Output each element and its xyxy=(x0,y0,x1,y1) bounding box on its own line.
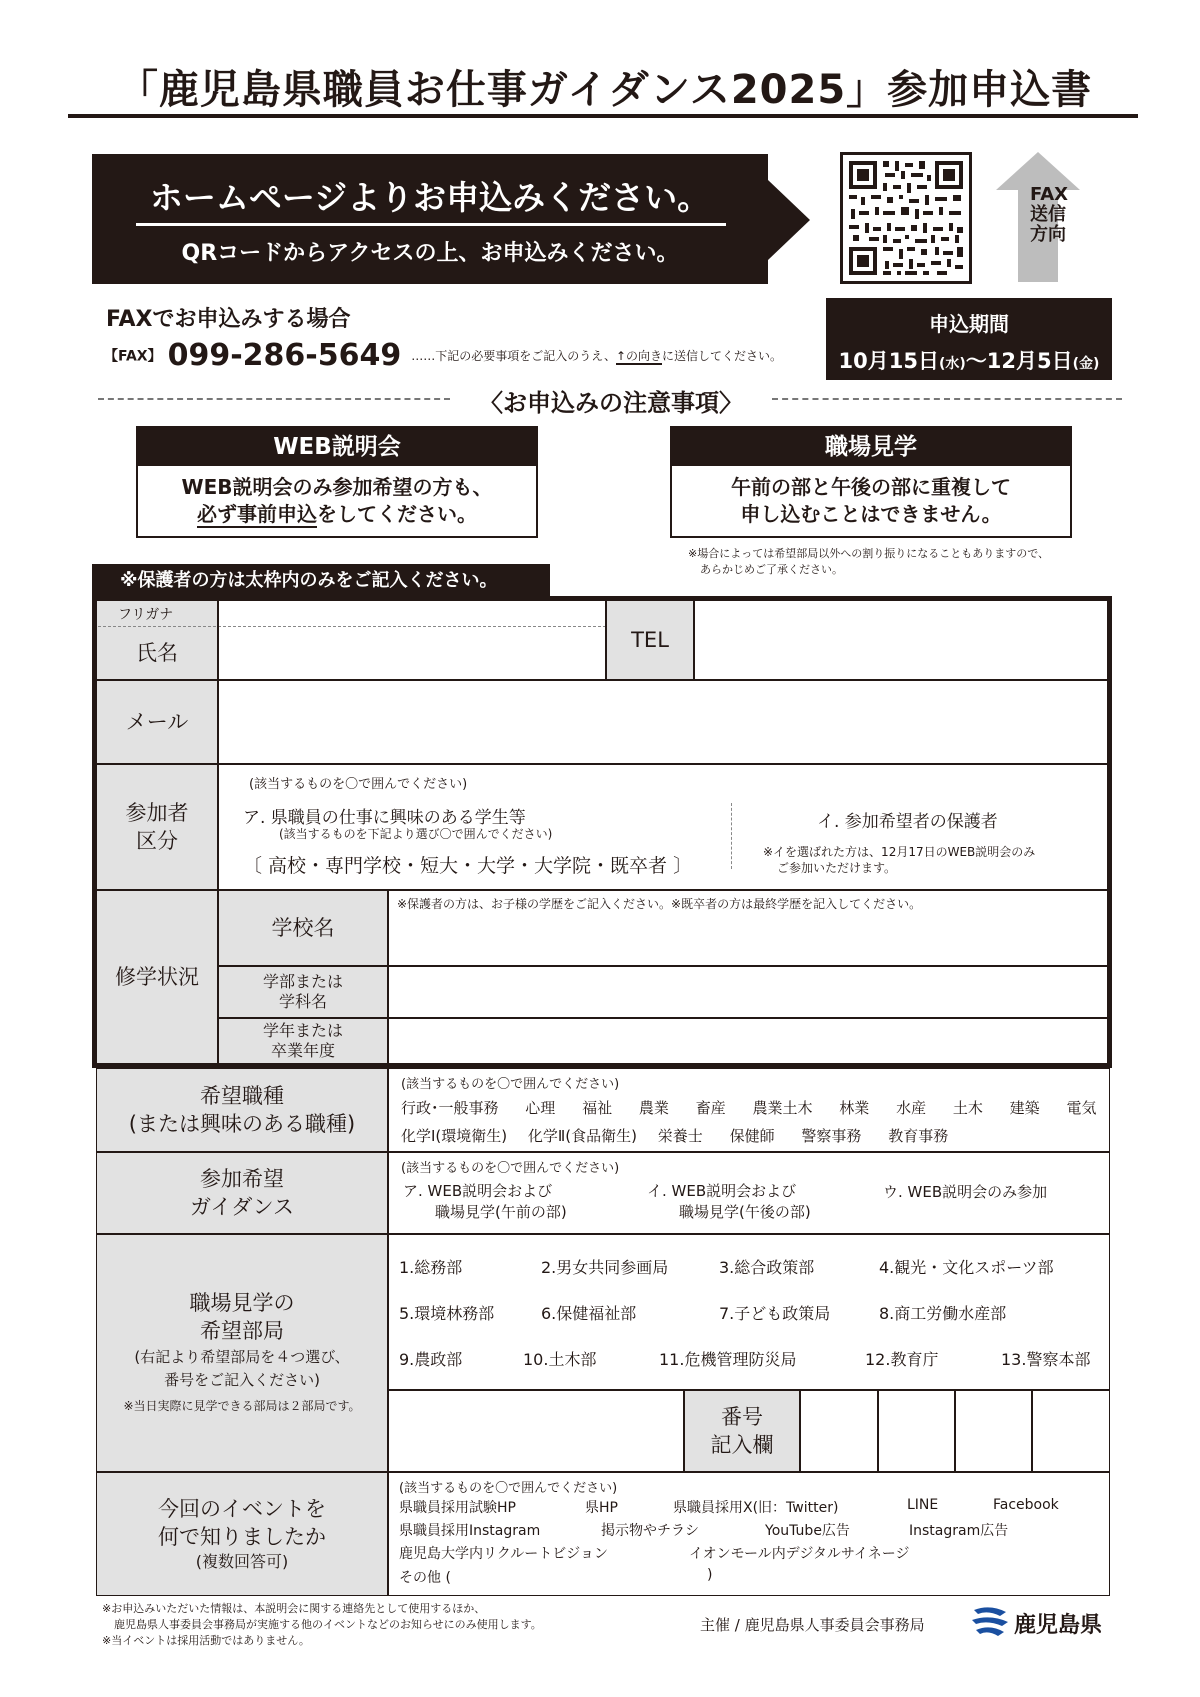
fax-number: 099-286-5649 xyxy=(167,338,402,373)
organizer: 主催 / 鹿児島県人事委員会事務局 xyxy=(700,1616,925,1634)
footer-note-1: ※お申込みいただいた情報は、本説明会に関する連絡先として使用するほか、 xyxy=(102,1602,486,1615)
dept-item[interactable]: 5.環境林務部 xyxy=(399,1304,495,1323)
faculty-label-1: 学部または xyxy=(262,972,343,991)
kagoshima-logo-icon xyxy=(970,1604,1010,1640)
school-label: 学校名 xyxy=(271,916,335,940)
guidance-label-1: 参加希望 xyxy=(200,1167,284,1191)
fax-note-suffix: に送信してください。 xyxy=(662,349,783,363)
source-option[interactable]: 県職員採用Instagram xyxy=(399,1523,541,1539)
fax-label: 【FAX】 xyxy=(104,348,162,365)
dept-label-4: 番号をご記入ください) xyxy=(164,1371,320,1389)
dept-item[interactable]: 8.商工労働水産部 xyxy=(879,1304,1007,1323)
faculty-label-cell xyxy=(218,966,388,1018)
job-row-1 xyxy=(401,1097,1096,1118)
period-end: 12月5日 xyxy=(986,349,1073,373)
job-label-1: 希望職種 xyxy=(200,1084,284,1108)
fax-note xyxy=(411,349,782,363)
dept-item[interactable]: 4.観光・文化スポーツ部 xyxy=(879,1258,1054,1277)
banner-rule xyxy=(136,223,726,226)
notice-visit-line2: 申し込むことはできません。 xyxy=(740,502,1002,526)
job-option[interactable]: 土木 xyxy=(952,1099,983,1117)
logo-text: 鹿児島県 xyxy=(1014,1613,1103,1638)
period-start-day: (水) xyxy=(939,356,966,372)
job-option[interactable]: 保健師 xyxy=(729,1127,775,1145)
job-label-2: (または興味のある職種) xyxy=(128,1112,356,1136)
job-option[interactable]: 化学Ⅱ(食品衛生) xyxy=(527,1127,638,1145)
fax-note-arrow: ↑の向き xyxy=(615,349,663,363)
source-option[interactable]: 県HP xyxy=(585,1500,618,1516)
study-label-cell xyxy=(96,890,218,1064)
source-option[interactable]: 鹿児島大学内リクルートビジョン xyxy=(399,1546,609,1562)
dept-item[interactable]: 11.危機管理防災局 xyxy=(659,1350,797,1369)
dept-item[interactable]: 10.土木部 xyxy=(523,1350,597,1369)
banner-main-text: ホームページよりお申込みください。 xyxy=(149,178,711,217)
notice-visit-box xyxy=(670,426,1072,538)
category-cell[interactable] xyxy=(218,764,1108,890)
visit-note-line1: ※場合によっては希望部局以外への割り振りになることもありますので、 xyxy=(688,547,1049,560)
source-label-2: 何で知りましたか xyxy=(158,1525,326,1549)
dept-item[interactable]: 1.総務部 xyxy=(399,1258,463,1277)
notice-web-heading: WEB説明会 xyxy=(138,428,536,466)
dept-note: ※当日実際に見学できる部局は２部局です。 xyxy=(123,1399,361,1413)
job-option[interactable]: 栄養士 xyxy=(657,1127,703,1145)
notice-title: 〈お申込みの注意事項〉 xyxy=(456,383,766,418)
guidance-label-2: ガイダンス xyxy=(190,1195,294,1219)
period-sep: ～ xyxy=(965,349,987,373)
dept-item[interactable]: 12.教育庁 xyxy=(865,1350,939,1369)
job-option[interactable]: 建築 xyxy=(1009,1099,1040,1117)
banner-sub-text: QRコードからアクセスの上、お申込みください。 xyxy=(181,241,679,266)
guidance-i-line2: 職場見学(午後の部) xyxy=(679,1203,811,1221)
dept-empty-cell xyxy=(388,1390,684,1472)
study-label: 修学状況 xyxy=(115,965,199,989)
tel-label-cell xyxy=(606,600,694,680)
dept-item[interactable]: 7.子ども政策局 xyxy=(719,1304,831,1323)
faculty-label-2: 学科名 xyxy=(278,992,327,1011)
source-option[interactable]: 県職員採用試験HP xyxy=(399,1500,516,1516)
dept-label-2: 希望部局 xyxy=(200,1319,284,1343)
page-title: 「鹿児島県職員お仕事ガイダンス2025」参加申込書 xyxy=(117,67,1093,113)
notice-divider-right xyxy=(772,398,1122,400)
mail-label: メール xyxy=(125,710,189,734)
source-option[interactable]: イオンモール内デジタルサイネージ xyxy=(689,1546,910,1562)
dept-item[interactable]: 6.保健福祉部 xyxy=(541,1304,637,1323)
guidance-cell xyxy=(388,1152,1110,1234)
job-option[interactable]: 化学Ⅰ(環境衛生) xyxy=(401,1127,508,1145)
dept-label-3: (右記より希望部局を４つ選び、 xyxy=(134,1348,350,1366)
school-label-cell xyxy=(218,890,388,966)
dept-label-cell xyxy=(96,1234,388,1472)
guidance-option-a[interactable] xyxy=(403,1181,567,1223)
notice-divider-left xyxy=(98,398,450,400)
source-option[interactable]: LINE xyxy=(907,1497,939,1513)
dept-item[interactable]: 9.農政部 xyxy=(399,1350,463,1369)
year-input[interactable] xyxy=(388,1018,1108,1064)
category-option-i-note1: ※イを選ばれた方は、12月17日のWEB説明会のみ xyxy=(763,845,1036,859)
dept-number-label-2: 記入欄 xyxy=(710,1433,774,1457)
guidance-label-cell xyxy=(96,1152,388,1234)
dept-item[interactable]: 2.男女共同参画局 xyxy=(541,1258,669,1277)
category-option-i[interactable]: イ. 参加希望者の保護者 xyxy=(817,812,998,832)
name-label: 氏名 xyxy=(136,641,178,665)
job-cell xyxy=(388,1068,1110,1152)
notice-web-rest: をしてください。 xyxy=(317,502,477,526)
period-dates xyxy=(826,345,1112,375)
category-option-a-sub: (該当するものを下記より選び〇で囲んでください) xyxy=(279,827,553,841)
notice-web-box xyxy=(136,426,538,538)
dept-number-box-2[interactable] xyxy=(878,1390,955,1472)
homepage-banner xyxy=(92,154,768,284)
dept-item[interactable]: 13.警察本部 xyxy=(1001,1350,1091,1369)
source-label-1: 今回のイベントを xyxy=(158,1497,326,1521)
faculty-input[interactable] xyxy=(388,966,1108,1018)
school-note: ※保護者の方は、お子様の学歴をご記入ください。※既卒者の方は最終学歴を記入してください。 xyxy=(397,897,922,911)
guidance-a-line2: 職場見学(午前の部) xyxy=(435,1203,567,1221)
source-option[interactable]: Instagram広告 xyxy=(909,1523,1009,1539)
tel-label: TEL xyxy=(631,628,669,652)
source-option[interactable]: 県職員採用X(旧：Twitter) xyxy=(673,1500,839,1516)
mail-input[interactable] xyxy=(218,680,1108,764)
year-label-cell xyxy=(218,1018,388,1064)
source-other-close: ) xyxy=(707,1567,713,1583)
source-option[interactable]: 掲示物やチラシ xyxy=(601,1523,699,1539)
guidance-i-line1: イ. WEB説明会および xyxy=(647,1182,797,1200)
period-heading: 申込期間 xyxy=(929,312,1009,336)
job-option[interactable]: 農業土木 xyxy=(752,1099,813,1117)
title-rule xyxy=(68,114,1138,118)
job-row-2 xyxy=(401,1125,948,1146)
source-label-3: (複数回答可) xyxy=(195,1552,289,1571)
school-input[interactable] xyxy=(388,890,1108,966)
notice-visit-heading: 職場見学 xyxy=(672,428,1070,466)
arrow-right-icon xyxy=(768,180,810,260)
category-option-i-note2: ご参加いただけます。 xyxy=(777,861,897,875)
fax-direction-text: FAX送信方向 xyxy=(1030,184,1069,245)
footer-note-3: ※当イベントは採用活動ではありません。 xyxy=(102,1634,310,1647)
year-label-1: 学年または xyxy=(262,1021,343,1040)
mail-label-cell xyxy=(96,680,218,764)
application-period xyxy=(826,298,1112,380)
name-input[interactable] xyxy=(218,600,606,680)
fax-heading: FAXでお申込みする場合 xyxy=(106,307,351,332)
notice-web-line2 xyxy=(138,501,536,528)
category-divider xyxy=(731,803,732,869)
period-start: 10月15日 xyxy=(838,349,939,373)
job-option[interactable]: 行政･一般事務 xyxy=(401,1099,499,1117)
job-label-cell xyxy=(96,1068,388,1152)
guidance-option-i[interactable] xyxy=(647,1181,811,1223)
notice-web-emphasis: 必ず事前申込 xyxy=(197,502,317,526)
fax-line xyxy=(104,338,782,373)
year-label-2: 卒業年度 xyxy=(270,1041,335,1060)
guidance-a-line1: ア. WEB説明会および xyxy=(403,1182,553,1200)
dept-number-box-1[interactable] xyxy=(800,1390,878,1472)
category-option-a[interactable]: ア. 県職員の仕事に興味のある学生等 xyxy=(243,808,526,828)
job-option[interactable]: 教育事務 xyxy=(888,1127,949,1145)
job-option[interactable]: 電気 xyxy=(1066,1099,1097,1117)
job-option[interactable]: 畜産 xyxy=(695,1099,726,1117)
category-label-2: 区分 xyxy=(136,829,178,853)
guidance-instruction: (該当するものを〇で囲んでください) xyxy=(401,1161,620,1176)
job-instruction: (該当するものを〇で囲んでください) xyxy=(401,1077,620,1092)
source-other[interactable]: その他 ( xyxy=(399,1570,451,1586)
job-option[interactable]: 林業 xyxy=(839,1099,870,1117)
source-label-cell xyxy=(96,1472,388,1596)
source-instruction: (該当するものを〇で囲んでください) xyxy=(399,1481,618,1496)
job-option[interactable]: 水産 xyxy=(896,1099,927,1117)
period-end-day: (金) xyxy=(1072,356,1100,372)
guardian-note: ※保護者の方は太枠内のみをご記入ください。 xyxy=(92,564,550,598)
tel-input[interactable] xyxy=(694,600,1108,680)
source-cell xyxy=(388,1472,1110,1596)
source-option[interactable]: Facebook xyxy=(993,1497,1059,1513)
job-option[interactable]: 福祉 xyxy=(582,1099,613,1117)
dept-number-label-1: 番号 xyxy=(721,1405,763,1429)
guidance-option-u[interactable]: ウ. WEB説明会のみ参加 xyxy=(883,1183,1048,1201)
footer-note-2: 鹿児島県人事委員会事務局が実施する他のイベントなどのお知らせにのみ使用します。 xyxy=(114,1618,542,1631)
dept-list-cell xyxy=(388,1234,1110,1390)
category-label-cell xyxy=(96,764,218,890)
category-option-a-list[interactable]: 〔 高校・専門学校・短大・大学・大学院・既卒者 〕 xyxy=(243,855,693,877)
category-label-1: 参加者 xyxy=(125,801,189,825)
dept-item[interactable]: 3.総合政策部 xyxy=(719,1258,815,1277)
job-option[interactable]: 農業 xyxy=(638,1099,669,1117)
job-option[interactable]: 心理 xyxy=(525,1099,556,1117)
notice-web-line1: WEB説明会のみ参加希望の方も、 xyxy=(181,475,493,499)
visit-assignment-note xyxy=(688,546,1049,578)
job-option[interactable]: 警察事務 xyxy=(801,1127,862,1145)
dept-number-label-cell xyxy=(684,1390,800,1472)
notice-visit-line1: 午前の部と午後の部に重複して xyxy=(731,475,1011,499)
fax-note-prefix: ……下記の必要事項をご記入のうえ、 xyxy=(411,349,616,363)
category-instruction: (該当するものを〇で囲んでください) xyxy=(249,777,468,792)
visit-note-line2: あらかじめご了承ください。 xyxy=(700,563,843,576)
dept-number-box-4[interactable] xyxy=(1032,1390,1110,1472)
furigana-label: フリガナ xyxy=(118,607,174,623)
dept-number-box-3[interactable] xyxy=(955,1390,1032,1472)
qr-code-icon[interactable] xyxy=(840,152,972,284)
source-option[interactable]: YouTube広告 xyxy=(765,1523,850,1539)
dept-label-1: 職場見学の xyxy=(189,1291,295,1315)
